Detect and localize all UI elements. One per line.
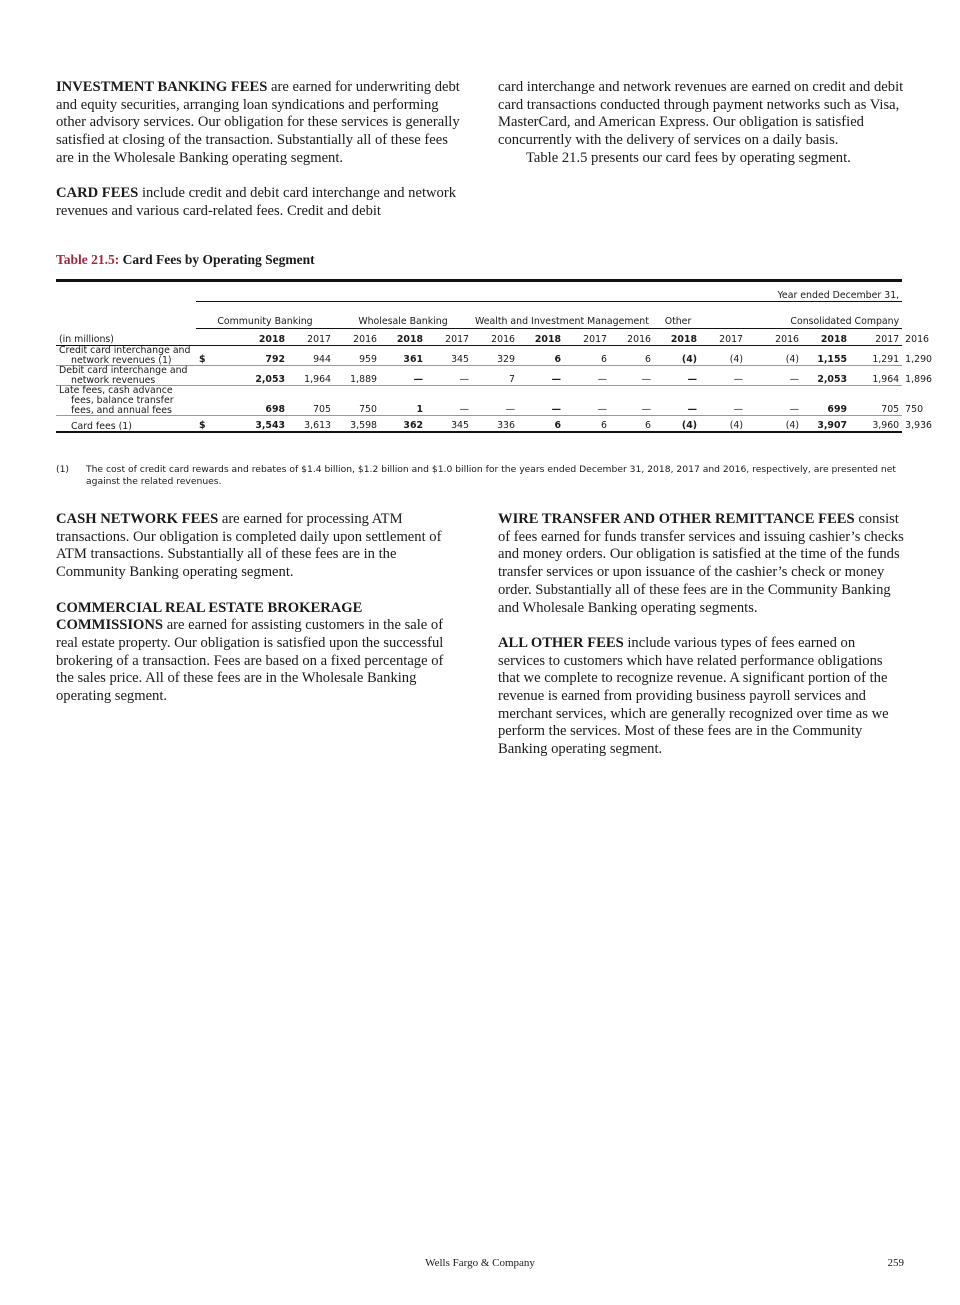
row-label-line: network revenues [71,374,156,386]
table-cell: (4) [746,346,802,366]
table-cell: 1,964 [288,366,334,386]
table-cell: (4) [746,416,802,433]
text-column-right-bottom [498,511,904,759]
heading-cash-network-fees: CASH NETWORK FEES [56,511,219,527]
table-cell: — [654,386,700,416]
table-cell: 345 [426,346,472,366]
segment-header-community-banking: Community Banking [196,302,334,329]
paragraph-all-other-fees [498,635,904,759]
table-cell: — [518,386,564,416]
table-cell: 705 [850,386,902,416]
table-cell: — [564,386,610,416]
table-cell: 1,964 [850,366,902,386]
text-column-left-bottom [56,511,460,706]
row-label-line: Debit card interchange and [59,365,188,377]
table-cell: 362 [380,416,426,433]
text-column-left-top [56,79,460,221]
paragraph-investment-banking-fees [56,79,460,168]
footnote-text: The cost of credit card rewards and rebates of $1.4 billion, $1.2 billion and $1.0 billion for the years ended December 31, 2018, 2017 and 2016, respectively, are presented net against the related revenues. [86,464,896,488]
table-cell: 6 [518,416,564,433]
year-header: 2017 [850,329,902,346]
year-header: 2018 [210,329,288,346]
paragraph-card-fees [56,185,460,220]
table-cell: 705 [288,386,334,416]
paragraph-card-fees-continued: card interchange and network revenues are earned on credit and debit card transactions conducted through payment networks such as Visa, MasterCard, and American Express. Our obligation is satisfied concurrently with the delivery of services on a daily basis. [498,79,904,149]
year-header: 2016 [610,329,654,346]
table-cell: (4) [654,416,700,433]
units-label: (in millions) [56,329,196,346]
total-label: Card fees (1) [71,420,132,432]
table-cell: 1,155 [802,346,850,366]
table-cell: 3,543 [210,416,288,433]
table-cell: 6 [610,416,654,433]
year-header: 2018 [654,329,700,346]
table-cell: — [380,366,426,386]
table-cell: — [426,366,472,386]
body-card-fees: include credit and debit card interchange and network revenues and various card-related fees. Credit and debit [56,185,456,219]
paragraph-wire-transfer-fees [498,511,904,617]
body-commercial-real-estate: are earned for assisting customers in the sale of real estate property. Our obligation is satisfied upon the successful brokering of a transaction. Fees are based on a fixed percentage of the sales price. All of these fees are in the Wholesale Banking operating segment. [56,617,444,705]
row-label-line: Credit card interchange and [59,345,191,356]
table-cell: 345 [426,416,472,433]
row-label [56,416,196,433]
heading-commercial-real-estate: COMMERCIAL REAL ESTATE BROKERAGE COMMISSIONS [56,599,363,634]
table-cell: 750 [334,386,380,416]
table-cell: — [700,386,746,416]
table-cell: 2,053 [210,366,288,386]
text-column-right-top [498,79,904,168]
table-number: Table 21.5: [56,252,120,267]
table-cell: — [564,366,610,386]
table-cell: 329 [472,346,518,366]
table-cell: — [746,366,802,386]
year-header: 2017 [426,329,472,346]
table-cell: 2,053 [802,366,850,386]
row-label-line: fees, and annual fees [71,404,172,416]
paragraph-cash-network-fees [56,511,460,582]
row-label [56,366,196,386]
table-row: Late fees, cash advance fees, balance transfer fees, and annual fees 698 705 750 1 — — — — — — — — 699 705 750 [56,386,902,416]
table-cell: 3,613 [288,416,334,433]
footnote-marker: (1) [56,464,70,475]
paragraph-table-reference: Table 21.5 presents our card fees by operating segment. [526,149,851,166]
row-label [56,346,196,366]
footer-company-name: Wells Fargo & Company [425,1257,535,1269]
row-label-line: fees, balance transfer [71,394,174,406]
table-cell: (4) [654,346,700,366]
segment-header-wholesale-banking: Wholesale Banking [334,302,472,329]
currency-symbol [196,366,210,386]
table-cell: 944 [288,346,334,366]
year-header: 2016 [472,329,518,346]
table-row: Credit card interchange and network revenues (1) $ 792 944 959 361 345 329 6 6 6 (4) (4) (4) 1,155 1,291 1,290 [56,346,902,366]
table-title [56,252,315,268]
period-header: Year ended December 31, [196,286,902,302]
year-header: 2018 [518,329,564,346]
table-cell: — [518,366,564,386]
table-total-row: Card fees (1) $ 3,543 3,613 3,598 362 345 336 6 6 6 (4) (4) (4) 3,907 3,960 3,936 [56,416,902,433]
heading-all-other-fees: ALL OTHER FEES [498,634,624,651]
table-cell: 6 [518,346,564,366]
table-cell: 6 [564,346,610,366]
segment-header-consolidated: Consolidated Company [746,302,902,329]
card-fees-table [56,279,932,433]
body-cash-network-fees: are earned for processing ATM transactions. Our obligation is completed daily upon settlement of ATM transactions. Substantially all of these fees are in the Community Banking operating segment. [56,511,442,581]
table-cell: 699 [802,386,850,416]
table-title-text: Card Fees by Operating Segment [119,252,315,267]
currency-symbol: $ [196,416,210,433]
table-cell: 6 [564,416,610,433]
table-cell: 7 [472,366,518,386]
year-header: 2018 [802,329,850,346]
paragraph-commercial-real-estate [56,600,460,706]
year-header: 2017 [700,329,746,346]
table-cell: 3,960 [850,416,902,433]
table-cell: 6 [610,346,654,366]
body-wire-transfer-fees: consist of fees earned for funds transfer services and issuing cashier’s checks and money orders. Our obligation is satisfied at the time of the funds transfer services or upon issuance of the cashier’s check or money order. Substantially all of these fees are in the Community Banking and Wholesale Banking operating segments. [498,511,904,616]
segment-header-other: Other [610,302,746,329]
row-label-line: network revenues (1) [71,354,172,366]
table-cell: 3,907 [802,416,850,433]
table-cell: 1 [380,386,426,416]
table-cell: 792 [210,346,288,366]
table-cell: 3,598 [334,416,380,433]
row-label [56,386,196,416]
table-cell: 336 [472,416,518,433]
table-cell: 698 [210,386,288,416]
heading-card-fees: CARD FEES [56,185,139,202]
heading-wire-transfer-fees: WIRE TRANSFER AND OTHER REMITTANCE FEES [498,511,855,527]
heading-investment-banking-fees: INVESTMENT BANKING FEES [56,79,268,95]
table-cell: — [700,366,746,386]
card-fees-data-table: Year ended December 31, Community Banking Wholesale Banking Wealth and Investment Management Other Consolidated Company (in millions) 2018 2017 2016 2018 2017 2016 2018 2017 2016 2018 2017 2016 2018 2017 2016 Credit card interchange and network revenues (1) $ 792 944 959 361 345 329 6 6 6 (4) (4) (4) 1,155 1,291 1,290 Debit card interchange and network revenues 2,053 1,964 1,889 — — 7 — — — — — — 2,053 1,964 1,896 Late fees, cash advance fees, balance transfer fees, and annual fees 698 705 750 1 — — — — — — — — 699 705 750 Card fees (1) $ 3,543 3,613 3,598 362 345 336 6 6 6 (4) (4) (4) 3,907 3,960 3,936 [56,279,902,433]
table-cell: (4) [700,416,746,433]
table-cell: (4) [700,346,746,366]
currency-symbol: $ [196,346,210,366]
body-all-other-fees: include various types of fees earned on services to customers which have related performance obligations that we complete to recognize revenue. A significant portion of the revenue is earned from providing business payroll services and merchant services, which are generally recognized over time as we perform the services. Most of these fees are in the Community Banking operating segment. [498,634,889,758]
table-cell: — [426,386,472,416]
year-header: 2018 [380,329,426,346]
table-cell: 361 [380,346,426,366]
year-header: 2016 [334,329,380,346]
table-cell: — [746,386,802,416]
row-label-line: Late fees, cash advance [59,385,173,397]
table-cell: 1,291 [850,346,902,366]
table-cell: — [472,386,518,416]
table-footnote [56,464,906,489]
table-cell: — [610,386,654,416]
page-number: 259 [887,1257,904,1269]
table-cell: — [610,366,654,386]
year-header: 2017 [288,329,334,346]
table-cell: 959 [334,346,380,366]
body-investment-banking-fees: are earned for underwriting debt and equity securities, arranging loan syndications and performing other advisory services. Our obligation for these services is generally satisfied at closing of the transaction. Substantially all of these fees are in the Wholesale Banking operating segment. [56,79,460,166]
year-header: 2016 [746,329,802,346]
table-row: Debit card interchange and network revenues 2,053 1,964 1,889 — — 7 — — — — — — 2,053 1,964 1,896 [56,366,902,386]
currency-symbol [196,386,210,416]
table-cell: — [654,366,700,386]
segment-header-wealth-investment: Wealth and Investment Management [472,302,610,329]
year-header: 2017 [564,329,610,346]
table-cell: 1,889 [334,366,380,386]
